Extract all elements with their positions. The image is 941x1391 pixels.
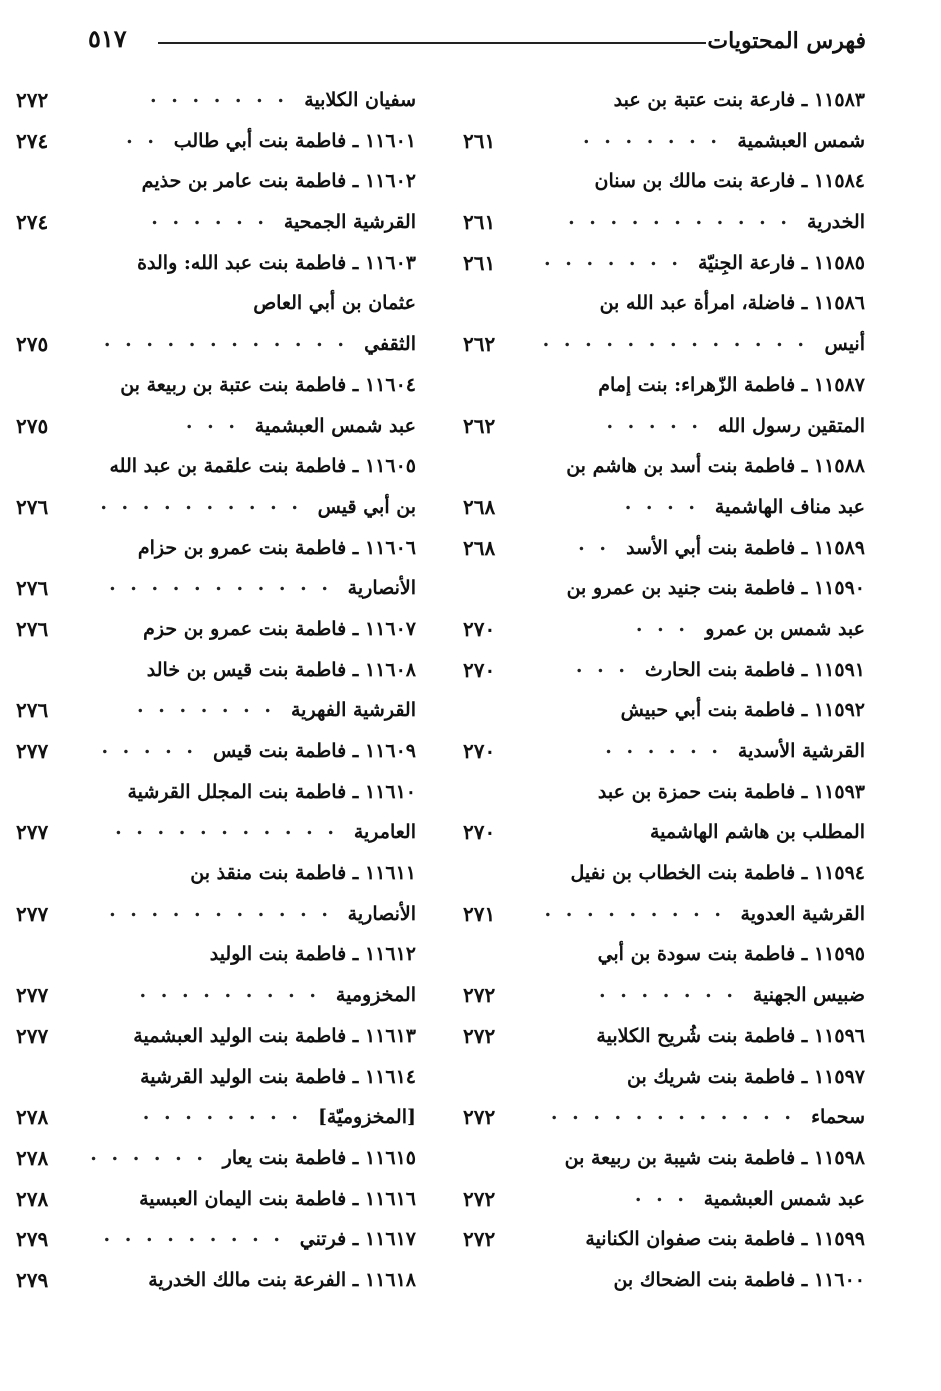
toc-entry xyxy=(16,1219,416,1260)
toc-entry xyxy=(463,324,865,365)
toc-entry-text: شمس العبشمية xyxy=(737,129,865,152)
toc-entry xyxy=(76,528,416,569)
toc-entry-text: ١١٦٠٦ ـ فاطمة بنت عمرو بن حزام xyxy=(137,536,416,559)
toc-entry xyxy=(16,568,416,609)
toc-entry xyxy=(16,202,416,243)
toc-entry-page: ٢٧٧ xyxy=(16,901,49,926)
toc-entry xyxy=(463,1179,865,1220)
toc-entry xyxy=(463,1097,865,1138)
toc-entry-text: الأنصارية xyxy=(347,902,416,925)
leader-dots: . . . xyxy=(635,613,689,636)
toc-entry xyxy=(16,1097,416,1138)
toc-entry xyxy=(76,772,416,813)
toc-entry xyxy=(525,853,865,894)
leader-dots: . . . . . xyxy=(101,736,197,758)
toc-entry xyxy=(16,324,416,365)
toc-entry-text: ١١٦١٠ ـ فاطمة بنت المجلل القرشية xyxy=(127,780,416,803)
toc-entry xyxy=(463,528,865,569)
toc-entry-text: عبد مناف الهاشمية xyxy=(714,495,865,518)
toc-entry xyxy=(16,812,416,853)
toc-entry-text: ١١٥٨٤ ـ فارعة بنت مالك بن سنان xyxy=(594,170,865,193)
toc-entry xyxy=(76,365,416,406)
toc-entry-page: ٢٦٨ xyxy=(463,535,496,560)
toc-entry-text: ١١٦٠٧ ـ فاطمة بنت عمرو بن حزم xyxy=(143,617,416,640)
toc-entry xyxy=(463,975,865,1016)
leader-dots: . . xyxy=(578,532,610,555)
toc-entry-text: أنيس xyxy=(824,333,865,356)
toc-entry-page: ٢٦١ xyxy=(463,210,496,235)
toc-entry-text: ١١٥٨٨ ـ فاطمة بنت أسد بن هاشم بن xyxy=(566,455,865,478)
toc-entry-text: ١١٥٩٢ ـ فاطمة بنت أبي حبيش xyxy=(620,699,865,722)
toc-entry-page: ٢٦٨ xyxy=(463,494,496,519)
toc-entry-page: ٢٧٤ xyxy=(16,128,49,153)
toc-entry-text: ١١٥٨٩ ـ فاطمة بنت أبي الأسد xyxy=(626,536,865,559)
leader-dots: . . . . . . xyxy=(151,207,268,230)
toc-entry xyxy=(16,1179,416,1220)
toc-entry xyxy=(76,650,416,691)
toc-entry-page: ٢٦١ xyxy=(463,128,496,153)
toc-entry xyxy=(463,121,865,162)
toc-entry-text: القرشية الأسدية xyxy=(737,740,865,762)
toc-entry-text: عبد شمس العبشمية xyxy=(703,1187,865,1210)
toc-entry-text: ١١٦٠٣ ـ فاطمة بنت عبد الله: والدة xyxy=(137,251,416,274)
toc-entry xyxy=(16,894,416,935)
toc-entry xyxy=(525,365,865,406)
header-rule xyxy=(158,42,706,44)
toc-entry-text: ١١٥٩٧ ـ فاطمة بنت شريك بن xyxy=(627,1065,865,1088)
toc-entry-text: ١١٥٨٥ ـ فارعة الجِنيّة xyxy=(698,251,865,274)
page-number: ٥١٧ xyxy=(88,24,127,53)
toc-entry-text: ١١٥٩٦ ـ فاطمة بنت شُريح الكلابية xyxy=(596,1024,865,1047)
toc-entry-text: ضبيس الجهنية xyxy=(752,984,865,1007)
toc-entry-text: ١١٦١٤ ـ فاطمة بنت الوليد القرشية xyxy=(140,1065,416,1088)
toc-entry xyxy=(463,1219,865,1260)
toc-entry xyxy=(463,894,865,935)
toc-entry-text: ١١٥٩١ ـ فاطمة بنت الحارث xyxy=(644,658,865,681)
leader-dots: . . . . . . . . xyxy=(142,1102,302,1125)
toc-entry-text: القرشية الجمحية xyxy=(283,211,416,234)
toc-entry-text: ١١٦٠٠ ـ فاطمة بنت الضحاك بن xyxy=(613,1268,865,1291)
toc-entry-text: عثمان بن أبي العاص xyxy=(253,292,416,315)
toc-entry-text: ١١٥٩٣ ـ فاطمة بنت حمزة بن عبد xyxy=(597,780,865,803)
toc-entry-text: ١١٦١٥ ـ فاطمة بنت يعار xyxy=(222,1146,416,1169)
toc-entry xyxy=(76,1057,416,1098)
leader-dots: . . . xyxy=(634,1183,688,1206)
toc-entry-text: ١١٦١١ ـ فاطمة بنت منقذ بن xyxy=(190,862,416,885)
toc-entry xyxy=(463,243,865,284)
toc-entry-page: ٢٧٦ xyxy=(16,616,49,641)
leader-dots: . . . . . . . xyxy=(544,247,682,270)
toc-entry-text: المخزومية xyxy=(335,984,416,1007)
toc-entry-text: ١١٥٨٦ ـ فاضلة، امرأة عبد الله بن xyxy=(599,292,865,315)
toc-entry-page: ٢٧٨ xyxy=(16,1186,49,1211)
toc-entry-text: ١١٦١٨ ـ الفرعة بنت مالك الخدرية xyxy=(148,1268,416,1291)
toc-entry-page: ٢٧٩ xyxy=(16,1267,49,1292)
leader-dots: . . . . xyxy=(624,491,699,514)
leader-dots: . . xyxy=(126,125,158,148)
toc-entry-page: ٢٧٢ xyxy=(16,88,49,112)
toc-entry-text: [المخزوميّة] xyxy=(317,1106,416,1129)
header-title: فهرس المحتويات xyxy=(707,28,866,54)
toc-entry-text: سحماء xyxy=(811,1106,865,1129)
toc-entry-page: ٢٧٧ xyxy=(16,1023,49,1048)
toc-entry xyxy=(525,568,865,609)
toc-entry xyxy=(525,283,865,324)
toc-entry-page: ٢٧٢ xyxy=(463,1186,496,1211)
toc-entry-text: سفيان الكلابية xyxy=(304,89,416,111)
toc-entry-page: ٢٧٤ xyxy=(16,210,49,235)
toc-entry xyxy=(16,975,416,1016)
toc-entry-text: ١١٦١٧ ـ فرتني xyxy=(299,1228,416,1251)
toc-entry-text: ١١٥٨٣ ـ فارعة بنت عتبة بن عبد xyxy=(613,89,865,111)
toc-entry xyxy=(463,812,865,853)
toc-entry-text: ١١٦٠٩ ـ فاطمة بنت قيس xyxy=(213,740,416,762)
toc-entry xyxy=(463,1016,865,1057)
toc-entry xyxy=(525,690,865,731)
toc-entry xyxy=(16,487,416,528)
toc-entry xyxy=(16,609,416,650)
toc-entry-page: ٢٧٠ xyxy=(463,616,496,641)
leader-dots: . . . . . . . . . . . . xyxy=(103,329,348,352)
leader-dots: . . . . . . . . . . . . . xyxy=(542,329,808,352)
toc-entry-text: العامرية xyxy=(353,821,416,844)
toc-entry-text: عبد شمس بن عمرو xyxy=(705,617,865,640)
leader-dots: . . . . . . . xyxy=(599,980,737,1003)
toc-entry-page: ٢٧٠ xyxy=(463,820,496,845)
toc-entry xyxy=(76,283,416,324)
toc-entry xyxy=(463,650,865,691)
toc-entry xyxy=(525,1138,865,1179)
leader-dots: . . . . . . . . . . . xyxy=(109,898,332,921)
leader-dots: . . . . . . . . . xyxy=(103,1224,284,1247)
toc-entry-text: القرشية الفهرية xyxy=(290,699,416,722)
toc-entry xyxy=(76,161,416,202)
toc-entry-page: ٢٦٢ xyxy=(463,332,496,357)
toc-entry xyxy=(76,853,416,894)
toc-entry-text: ١١٥٩٤ ـ فاطمة بنت الخطاب بن نفيل xyxy=(570,862,865,885)
toc-entry xyxy=(463,731,865,772)
toc-entry xyxy=(525,161,865,202)
toc-entry xyxy=(76,934,416,975)
toc-entry xyxy=(463,202,865,243)
toc-entry xyxy=(76,243,416,284)
toc-entry-text: ١١٦٠١ ـ فاطمة بنت أبي طالب xyxy=(173,129,416,152)
page-header xyxy=(88,24,866,64)
toc-entry-text: ١١٦١٦ ـ فاطمة بنت اليمان العبسية xyxy=(139,1187,416,1210)
toc-entry-text: ١١٥٩٨ ـ فاطمة بنت شيبة بن ربيعة بن xyxy=(564,1146,865,1169)
toc-entry-page: ٢٦١ xyxy=(463,250,496,275)
toc-entry-page: ٢٧٠ xyxy=(463,739,496,763)
toc-entry-text: ١١٦٠٢ ـ فاطمة بنت عامر بن حذيم xyxy=(141,170,416,193)
leader-dots: . . . . . . . . . . . xyxy=(115,817,338,840)
toc-entry xyxy=(463,609,865,650)
toc-entry-text: المطلب بن هاشم الهاشمية xyxy=(650,821,865,844)
toc-entry xyxy=(16,1016,416,1057)
leader-dots: . . . xyxy=(575,654,629,677)
toc-entry-page: ٢٧٧ xyxy=(16,983,49,1008)
toc-entry-page: ٢٧٠ xyxy=(463,657,496,682)
leader-dots: . . . . . . . . . xyxy=(544,898,725,921)
toc-entry xyxy=(76,446,416,487)
toc-entry-text: القرشية العدوية xyxy=(740,902,865,925)
toc-entry xyxy=(463,487,865,528)
toc-entry-text: بن أبي قيس xyxy=(317,495,416,518)
leader-dots: . . . . . . . xyxy=(583,125,721,148)
toc-entry-page: ٢٧٥ xyxy=(16,413,49,438)
toc-entry xyxy=(16,80,416,121)
toc-entry-text: ١١٥٩٠ ـ فاطمة بنت جنيد بن عمرو بن xyxy=(566,577,865,600)
toc-entry-page: ٢٧٢ xyxy=(463,1105,496,1130)
toc-entry-page: ٢٧٦ xyxy=(16,576,49,601)
leader-dots: . . . . . . xyxy=(605,736,722,758)
toc-entry xyxy=(463,406,865,447)
toc-entry xyxy=(16,406,416,447)
leader-dots: . . . xyxy=(185,410,239,433)
leader-dots: . . . . . . . . . . . xyxy=(568,207,791,230)
leader-dots: . . . . . xyxy=(606,410,702,433)
toc-entry-text: ١١٦٠٨ ـ فاطمة بنت قيس بن خالد xyxy=(146,658,416,681)
toc-entry-page: ٢٧٨ xyxy=(16,1105,49,1130)
leader-dots: . . . . . . . . . . xyxy=(100,491,302,514)
toc-entry xyxy=(525,80,865,121)
toc-entry-text: ١١٦١٢ ـ فاطمة بنت الوليد xyxy=(209,943,416,966)
leader-dots: . . . . . . . xyxy=(137,695,275,718)
toc-entry-text: ١١٥٩٩ ـ فاطمة بنت صفوان الكنانية xyxy=(585,1228,865,1251)
toc-entry xyxy=(525,1260,865,1301)
toc-column-right xyxy=(463,80,865,1320)
toc-entry-page: ٢٧٧ xyxy=(16,820,49,845)
toc-entry xyxy=(16,1260,416,1301)
toc-entry-text: الثقفي xyxy=(364,333,416,356)
toc-column-left xyxy=(16,80,416,1320)
toc-entry-text: ١١٦١٣ ـ فاطمة بنت الوليد العبشمية xyxy=(133,1024,416,1047)
toc-entry xyxy=(16,121,416,162)
toc-entry-text: الأنصارية xyxy=(347,577,416,600)
toc-entry-text: ١١٦٠٥ ـ فاطمة بنت علقمة بن عبد الله xyxy=(109,455,416,478)
leader-dots: . . . . . . . . . xyxy=(139,980,320,1003)
toc-entry xyxy=(16,1138,416,1179)
toc-entry xyxy=(525,772,865,813)
toc-entry-page: ٢٧٢ xyxy=(463,1023,496,1048)
toc-entry-text: ١١٦٠٤ ـ فاطمة بنت عتبة بن ربيعة بن xyxy=(120,373,416,396)
toc-entry xyxy=(16,690,416,731)
toc-entry-page: ٢٧٦ xyxy=(16,698,49,723)
leader-dots: . . . . . . . xyxy=(150,85,288,107)
toc-entry-page: ٢٦٢ xyxy=(463,413,496,438)
toc-entry-text: ١١٥٨٧ ـ فاطمة الزّهراء: بنت إمام xyxy=(598,373,865,396)
toc-entry-page: ٢٧١ xyxy=(463,901,496,926)
toc-entry-text: عبد شمس العبشمية xyxy=(254,414,416,437)
toc-entry xyxy=(525,1057,865,1098)
toc-entry-page: ٢٧٧ xyxy=(16,739,49,763)
toc-entry-text: ١١٥٩٥ ـ فاطمة بنت سودة بن أبي xyxy=(597,943,865,966)
toc-entry-page: ٢٧٨ xyxy=(16,1145,49,1170)
toc-entry-page: ٢٧٢ xyxy=(463,1227,496,1252)
leader-dots: . . . . . . . . . . . xyxy=(109,573,332,596)
toc-entry-page: ٢٧٦ xyxy=(16,494,49,519)
toc-entry xyxy=(525,934,865,975)
leader-dots: . . . . . . . . . . . . xyxy=(550,1102,795,1125)
toc-entry-text: المتقين رسول الله xyxy=(717,414,865,437)
toc-entry xyxy=(525,446,865,487)
toc-entry-page: ٢٧٥ xyxy=(16,332,49,357)
toc-entry-page: ٢٧٢ xyxy=(463,983,496,1008)
leader-dots: . . . . . . xyxy=(90,1142,207,1165)
toc-entry-page: ٢٧٩ xyxy=(16,1227,49,1252)
toc-entry xyxy=(16,731,416,772)
toc-entry-text: الخدرية xyxy=(807,211,865,234)
